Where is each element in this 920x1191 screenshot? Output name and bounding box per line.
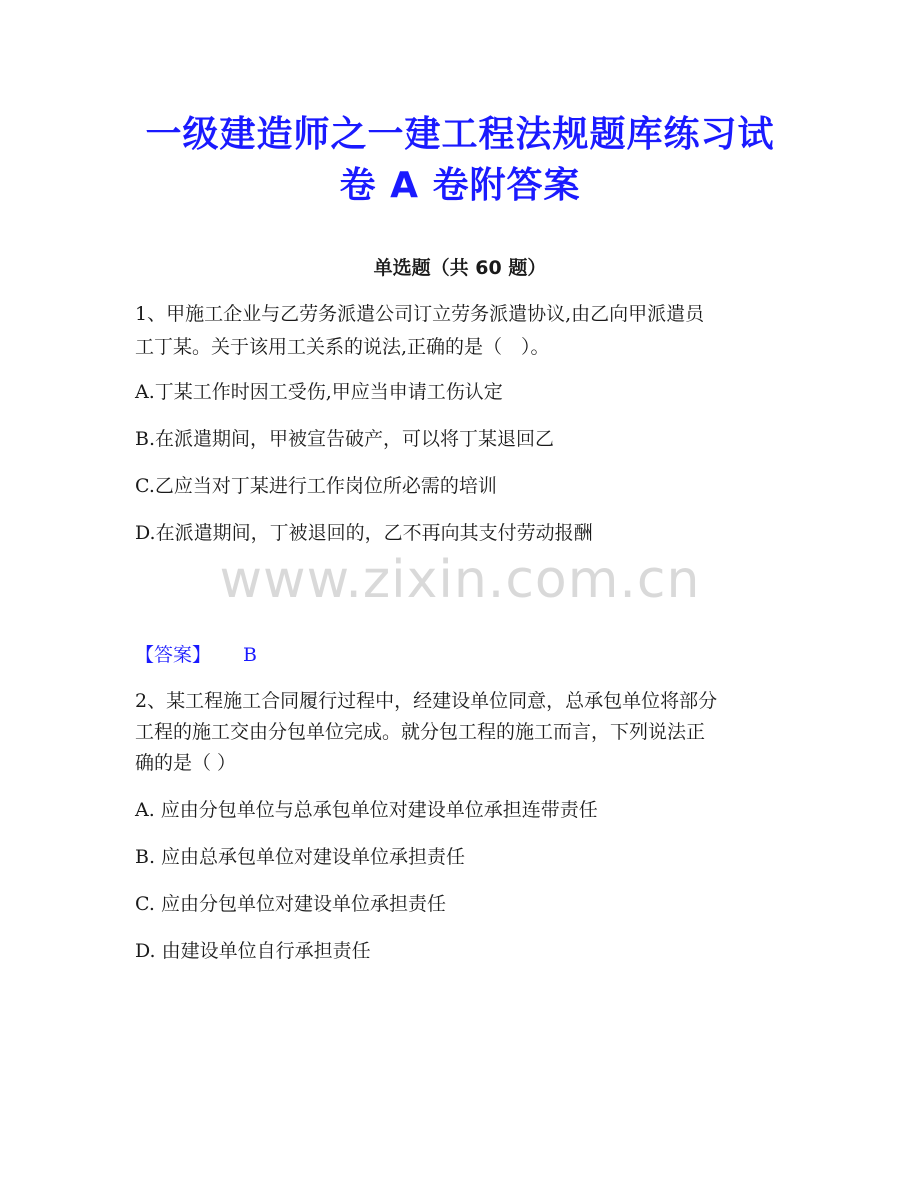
question-2-stem-line-2: 工程的施工交由分包单位完成。就分包工程的施工而言，下列说法正 — [135, 721, 706, 743]
answer-tag: 【答案】 — [135, 644, 212, 666]
question-2-option-a: A. 应由分包单位与总承包单位对建设单位承担连带责任 — [135, 799, 598, 821]
question-1-stem-line-2: 工丁某。关于该用工关系的说法,正确的是（ ）。 — [135, 336, 550, 358]
question-1-option-a: A.丁某工作时因工受伤,甲应当申请工伤认定 — [135, 381, 503, 403]
watermark: www.zixin.com.cn — [219, 550, 701, 610]
question-1-option-c: C.乙应当对丁某进行工作岗位所必需的培训 — [135, 475, 497, 497]
answer-value: B — [243, 644, 257, 666]
question-2-option-b: B. 应由总承包单位对建设单位承担责任 — [135, 846, 466, 868]
question-2-option-c: C. 应由分包单位对建设单位承担责任 — [135, 893, 446, 915]
question-1-stem-line-1: 1、甲施工企业与乙劳务派遣公司订立劳务派遣协议,由乙向甲派遣员 — [135, 303, 705, 325]
question-1-answer — [135, 644, 257, 666]
page-title-line-1: 一级建造师之一建工程法规题库练习试 — [145, 114, 775, 155]
question-1-option-b: B.在派遣期间，甲被宣告破产，可以将丁某退回乙 — [135, 428, 555, 450]
question-2-stem-line-1: 2、某工程施工合同履行过程中，经建设单位同意，总承包单位将部分 — [135, 690, 718, 712]
page-title-line-2: 卷 A 卷附答案 — [339, 165, 581, 206]
question-2-stem-line-3: 确的是（ ） — [135, 752, 237, 774]
question-1-option-d: D.在派遣期间，丁被退回的，乙不再向其支付劳动报酬 — [135, 522, 593, 544]
section-heading: 单选题（共 60 题） — [373, 257, 547, 279]
question-2-option-d: D. 由建设单位自行承担责任 — [135, 940, 371, 962]
